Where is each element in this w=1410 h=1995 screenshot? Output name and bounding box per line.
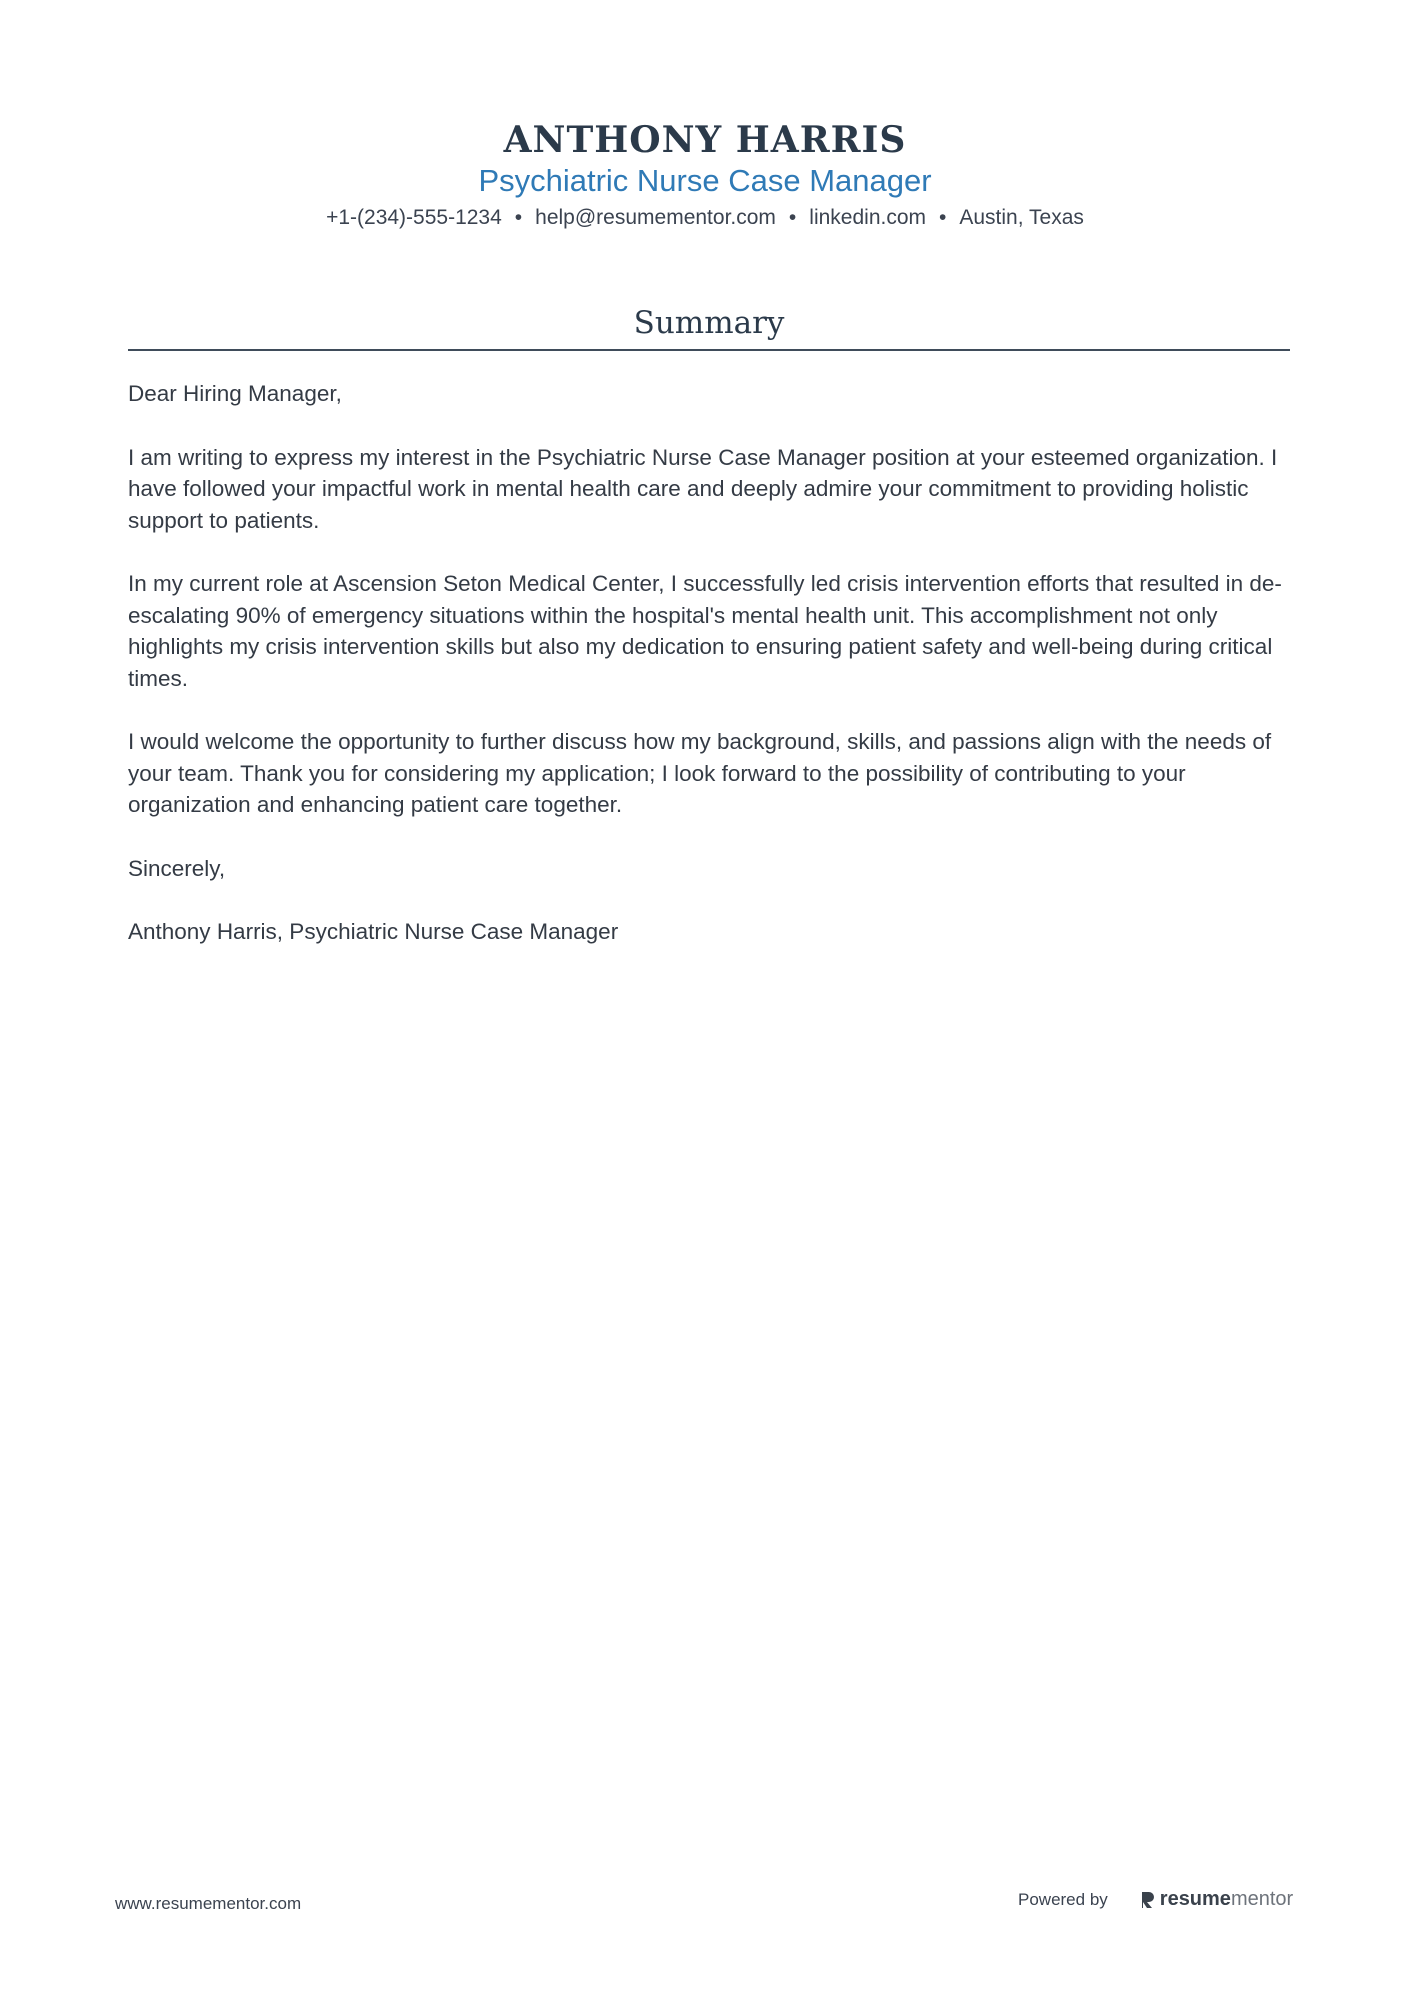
contact-separator: • <box>939 206 947 229</box>
letter-paragraph: In my current role at Ascension Seton Medical Center, I successfully led crisis intervention efforts that resulted in de-escalating 90% of emergency situations within the hospital's mental health unit. This accomplishment not only highlights my crisis intervention skills but also my dedication to ensuring patient safety and well-being during critical times. <box>128 571 1282 691</box>
resumementor-logo-icon <box>1140 1890 1156 1910</box>
letter-paragraph: I am writing to express my interest in the Psychiatric Nurse Case Manager position at your esteemed organization. I have followed your impactful work in mental health care and deeply admire your commitment to providing holistic support to patients. <box>128 444 1278 533</box>
brand-name-light: mentor <box>1230 1888 1294 1910</box>
letter-paragraph: I would welcome the opportunity to further discuss how my background, skills, and passions align with the needs of your team. Thank you for considering my application; I look forward to the possibility of contributing to your organization and enhancing patient care together. <box>128 729 1272 817</box>
section-heading <box>128 303 1290 351</box>
letter-closing: Sincerely, <box>128 855 226 881</box>
contact-separator: • <box>514 206 523 229</box>
letter-body <box>128 378 1290 980</box>
section-title: Summary <box>633 305 785 341</box>
applicant-title: Psychiatric Nurse Case Manager <box>478 163 932 198</box>
contact-linkedin: linkedin.com <box>809 206 927 229</box>
brand-name-bold: resume <box>1159 1888 1231 1910</box>
contact-line <box>0 204 1410 232</box>
applicant-name: ANTHONY HARRIS <box>503 119 907 161</box>
contact-separator: • <box>788 206 797 229</box>
contact-location: Austin, Texas <box>959 206 1084 229</box>
letter-signature: Anthony Harris, Psychiatric Nurse Case Manager <box>128 919 619 944</box>
letter-greeting: Dear Hiring Manager, <box>128 381 342 406</box>
contact-email: help@resumementor.com <box>535 206 776 229</box>
letter-header <box>0 118 1410 232</box>
contact-phone: +1-(234)-555-1234 <box>326 206 502 229</box>
brand-logo <box>1140 1888 1293 1911</box>
footer-branding <box>1018 1888 1293 1911</box>
powered-by-label: Powered by <box>1018 1889 1108 1909</box>
footer-website: www.resumementor.com <box>115 1894 302 1913</box>
